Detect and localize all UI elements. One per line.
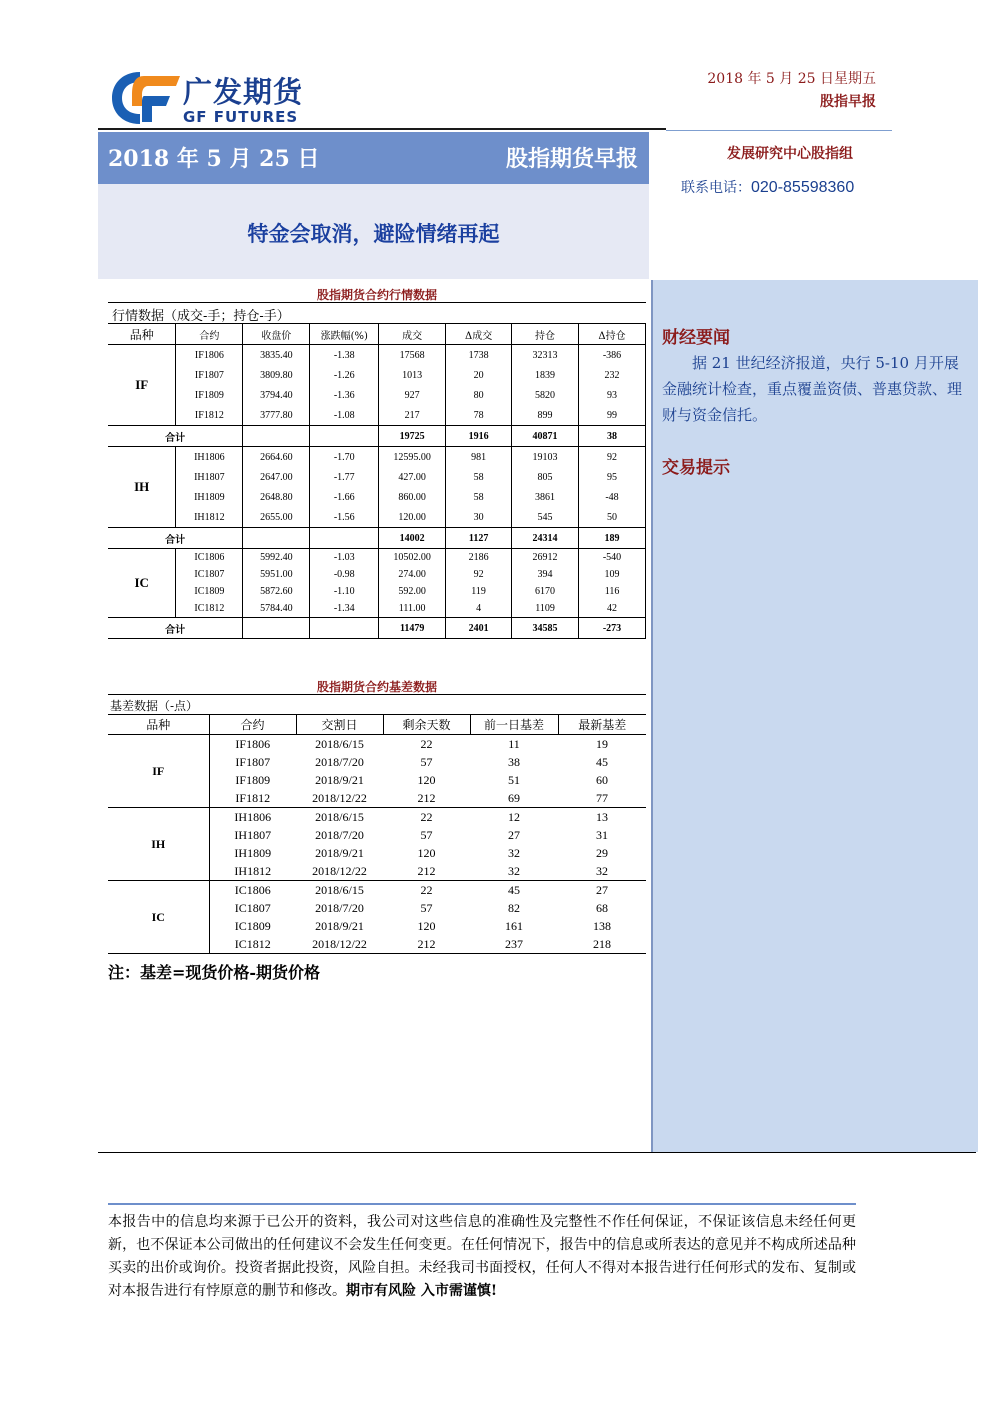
- basis-table-title: 股指期货合约基差数据: [316, 680, 437, 694]
- table-cell: -1.10: [310, 583, 379, 600]
- table-cell: IH1809: [176, 487, 243, 507]
- table-cell: 57: [420, 900, 433, 915]
- table-cell: 218: [558, 935, 646, 954]
- table-cell: 32: [508, 845, 520, 860]
- table-row: [108, 549, 646, 567]
- total-cell: 40871: [512, 426, 579, 447]
- table-cell: 99: [579, 405, 646, 426]
- total-cell: 34585: [512, 618, 579, 639]
- table-cell: 30: [446, 507, 512, 528]
- table-cell: IC1812: [209, 935, 296, 954]
- table-cell: 95: [579, 467, 646, 487]
- total-cell: 14002: [379, 528, 446, 549]
- table-cell: 3861: [512, 487, 579, 507]
- table-cell: IF1806: [209, 735, 296, 754]
- table-cell: IC1812: [176, 600, 243, 618]
- table-cell: 58: [446, 467, 512, 487]
- table-cell: 17568: [379, 345, 446, 366]
- table-cell: IC1809: [176, 583, 243, 600]
- table-cell: 1013: [379, 365, 446, 385]
- table-row: [108, 405, 646, 426]
- table-cell: 2664.60: [243, 447, 310, 468]
- table-cell: IH1812: [209, 862, 296, 881]
- header-divider-right: [666, 130, 892, 131]
- table-cell: 116: [579, 583, 646, 600]
- table-cell: 120: [417, 918, 436, 933]
- total-row: [108, 618, 646, 639]
- table-cell: -386: [579, 345, 646, 366]
- contact-line: [681, 177, 854, 197]
- table-cell: 545: [512, 507, 579, 528]
- table-cell: IC1806: [176, 549, 243, 567]
- table-row: [108, 365, 646, 385]
- table-cell: 26912: [512, 549, 579, 567]
- table-cell: 20: [446, 365, 512, 385]
- department: 发展研究中心股指组: [727, 146, 853, 162]
- table-cell: -1.03: [310, 549, 379, 567]
- table-cell: 60: [596, 772, 608, 787]
- empty-cell: [243, 618, 310, 639]
- contact-label: 联系电话：: [681, 180, 751, 196]
- col-header: 最新基差: [558, 715, 646, 735]
- table-cell: 1738: [446, 345, 512, 366]
- table-cell: 12: [508, 809, 520, 824]
- table-cell: IF1806: [176, 345, 243, 366]
- table-cell: 1109: [512, 600, 579, 618]
- table-cell: 42: [579, 600, 646, 618]
- table-cell: IF1812: [176, 405, 243, 426]
- table-cell: 22: [420, 736, 433, 751]
- table-row: [108, 600, 646, 618]
- table-cell: 5992.40: [243, 549, 310, 567]
- table-cell: 77: [558, 789, 646, 808]
- headline: 特金会取消，避险情绪再起: [247, 221, 500, 246]
- table-row: [108, 507, 646, 528]
- table-cell: 51: [508, 772, 520, 787]
- table-cell: 2018/12/22: [296, 862, 383, 881]
- variety-cell: IF: [108, 735, 209, 808]
- table-cell: IH1806: [176, 447, 243, 468]
- table-cell: -1.56: [310, 507, 379, 528]
- table-cell: 2018/6/15: [315, 882, 364, 897]
- table-cell: 2655.00: [243, 507, 310, 528]
- disclaimer: [108, 1211, 856, 1303]
- table-cell: 93: [579, 385, 646, 405]
- col-header: 剩余天数: [383, 715, 470, 735]
- table-cell: 5951.00: [243, 566, 310, 583]
- table-cell: IC1806: [209, 881, 296, 900]
- table-cell: 237: [470, 935, 558, 954]
- table-cell: -1.08: [310, 405, 379, 426]
- table-cell: 45: [508, 882, 520, 897]
- table-cell: IC1807: [209, 899, 296, 917]
- empty-cell: [243, 528, 310, 549]
- table-cell: 80: [446, 385, 512, 405]
- empty-cell: [243, 426, 310, 447]
- table-cell: 32: [470, 862, 558, 881]
- table-row: [108, 808, 646, 827]
- table-cell: 119: [446, 583, 512, 600]
- table-cell: 45: [596, 754, 608, 769]
- tips-title: 交易提示: [662, 458, 730, 478]
- total-cell: 2401: [446, 618, 512, 639]
- table-row: [108, 467, 646, 487]
- table-row: [108, 385, 646, 405]
- variety-cell: IH: [134, 479, 150, 494]
- total-label: 合计: [108, 618, 243, 639]
- table-cell: 2018/7/20: [315, 754, 364, 769]
- market-table: [108, 323, 646, 639]
- table-cell: IF1809: [176, 385, 243, 405]
- table-cell: IC1807: [176, 566, 243, 583]
- table-cell: 394: [512, 566, 579, 583]
- table-cell: IH1812: [176, 507, 243, 528]
- col-header: 成交: [379, 324, 446, 345]
- table-cell: 2647.00: [243, 467, 310, 487]
- table-row: [108, 583, 646, 600]
- disclaimer-text: 本报告中的信息均来源于已公开的资料，我公司对这些信息的准确性及完整性不作任何保证，不保证该信息未经任何更新，也不保证本公司做出的任何建议不会发生任何变更。在任何情况下，报告中的信息或所表达的意见并不构成所述品种买卖的出价或询价。投资者据此投资，风险自担。未经我司书面授权，任何人不得对本报告进行任何形式的发布、复制或对本报告进行有悖原意的删节和修改。: [108, 1214, 856, 1299]
- table-row: [108, 566, 646, 583]
- table-cell: 58: [446, 487, 512, 507]
- table-cell: 22: [420, 809, 433, 824]
- basis-note: 注：基差=现货价格-期货价格: [108, 963, 321, 982]
- table-cell: 6170: [512, 583, 579, 600]
- table-cell: 2018/7/20: [315, 900, 364, 915]
- table-cell: 138: [593, 918, 611, 933]
- table-cell: 57: [420, 754, 433, 769]
- table-cell: 232: [579, 365, 646, 385]
- table-cell: 981: [446, 447, 512, 468]
- basis-title-rule: [108, 694, 646, 695]
- table-cell: 161: [505, 918, 523, 933]
- total-cell: 189: [579, 528, 646, 549]
- table-cell: 10502.00: [379, 549, 446, 567]
- table-cell: -1.26: [310, 365, 379, 385]
- table-cell: 38: [508, 754, 520, 769]
- table-cell: 212: [383, 862, 470, 881]
- table-cell: 860.00: [379, 487, 446, 507]
- col-header: Δ成交: [446, 324, 512, 345]
- table-cell: 3777.80: [243, 405, 310, 426]
- news-title: 财经要闻: [662, 328, 730, 348]
- table-cell: -1.36: [310, 385, 379, 405]
- total-cell: -273: [579, 618, 646, 639]
- table-cell: 2018/9/21: [315, 772, 364, 787]
- table-cell: 32313: [512, 345, 579, 366]
- table-cell: 29: [596, 845, 608, 860]
- col-header: 持仓: [512, 324, 579, 345]
- table-cell: -1.66: [310, 487, 379, 507]
- empty-cell: [310, 528, 379, 549]
- table-cell: 32: [558, 862, 646, 881]
- table-cell: IF1807: [209, 753, 296, 771]
- table-cell: 3835.40: [243, 345, 310, 366]
- market-title-rule: [108, 302, 646, 303]
- table-cell: IH1807: [176, 467, 243, 487]
- table-cell: 19: [596, 736, 608, 751]
- table-cell: 2018/9/21: [315, 845, 364, 860]
- col-header: Δ持仓: [579, 324, 646, 345]
- table-cell: 2018/9/21: [315, 918, 364, 933]
- total-cell: 1127: [446, 528, 512, 549]
- col-header: 前一日基差: [470, 715, 558, 735]
- market-header-row: [108, 324, 646, 345]
- total-cell: 24314: [512, 528, 579, 549]
- table-cell: IH1806: [209, 808, 296, 827]
- table-cell: -0.98: [310, 566, 379, 583]
- table-cell: 1839: [512, 365, 579, 385]
- banner-title: 股指期货早报: [505, 146, 638, 172]
- basis-caption: 基差数据（-点）: [110, 699, 199, 713]
- header-divider: [98, 128, 666, 130]
- market-caption: 行情数据（成交-手；持仓-手）: [112, 309, 290, 324]
- table-row: [108, 735, 646, 754]
- table-cell: 120: [417, 772, 436, 787]
- table-cell: -540: [579, 549, 646, 567]
- table-cell: 212: [383, 935, 470, 954]
- table-row: [108, 447, 646, 468]
- variety-cell: IC: [134, 575, 149, 590]
- total-row: [108, 528, 646, 549]
- table-cell: 2018/6/15: [315, 736, 364, 751]
- col-header: 品种: [108, 715, 209, 735]
- table-cell: 11: [508, 736, 520, 751]
- table-cell: 3794.40: [243, 385, 310, 405]
- total-label: 合计: [108, 426, 243, 447]
- table-cell: 92: [579, 447, 646, 468]
- table-cell: 2018/6/15: [315, 809, 364, 824]
- table-cell: 22: [420, 882, 433, 897]
- table-cell: 3809.80: [243, 365, 310, 385]
- table-cell: 274.00: [379, 566, 446, 583]
- table-cell: IF1807: [176, 365, 243, 385]
- table-cell: 120: [417, 845, 436, 860]
- table-cell: 2018/7/20: [315, 827, 364, 842]
- table-cell: 78: [446, 405, 512, 426]
- header-report-type: 股指早报: [820, 94, 876, 110]
- basis-table: [108, 714, 646, 954]
- table-cell: 805: [512, 467, 579, 487]
- table-cell: -1.34: [310, 600, 379, 618]
- contact-phone: 020-85598360: [751, 179, 855, 196]
- total-cell: 1916: [446, 426, 512, 447]
- table-cell: 2186: [446, 549, 512, 567]
- table-cell: IH1807: [209, 826, 296, 844]
- news-text: 据 21 世纪经济报道，央行 5-10 月开展金融统计检查，重点覆盖资债、普惠贷款、理财与资金信托。: [662, 354, 963, 424]
- col-header: 交割日: [296, 715, 383, 735]
- table-cell: 82: [508, 900, 520, 915]
- table-cell: 19103: [512, 447, 579, 468]
- table-cell: 927: [379, 385, 446, 405]
- table-row: [108, 345, 646, 366]
- table-cell: 5820: [512, 385, 579, 405]
- disclaimer-rule: [108, 1203, 856, 1205]
- table-cell: 2018/12/22: [296, 789, 383, 808]
- table-cell: 69: [470, 789, 558, 808]
- table-cell: 109: [579, 566, 646, 583]
- table-cell: 68: [596, 900, 608, 915]
- table-cell: IF1812: [209, 789, 296, 808]
- table-cell: 57: [420, 827, 433, 842]
- table-cell: -48: [579, 487, 646, 507]
- logo-text-en: GF FUTURES: [183, 108, 299, 126]
- total-label: 合计: [108, 528, 243, 549]
- table-cell: -1.70: [310, 447, 379, 468]
- variety-cell: IF: [135, 377, 149, 392]
- col-header: 涨跌幅(%): [310, 324, 379, 345]
- col-header: 收盘价: [243, 324, 310, 345]
- banner-date: 2018 年 5 月 25 日: [108, 146, 320, 172]
- table-cell: 2648.80: [243, 487, 310, 507]
- total-cell: 19725: [379, 426, 446, 447]
- table-cell: 13: [596, 809, 608, 824]
- empty-cell: [310, 426, 379, 447]
- total-row: [108, 426, 646, 447]
- table-cell: 12595.00: [379, 447, 446, 468]
- total-cell: 11479: [379, 618, 446, 639]
- table-cell: 50: [579, 507, 646, 528]
- content-bottom-rule: [98, 1152, 976, 1153]
- table-cell: 592.00: [379, 583, 446, 600]
- table-row: [108, 487, 646, 507]
- variety-cell: IC: [108, 881, 209, 954]
- table-cell: 5784.40: [243, 600, 310, 618]
- table-cell: 4: [446, 600, 512, 618]
- table-cell: 111.00: [379, 600, 446, 618]
- col-header: 合约: [209, 715, 296, 735]
- table-cell: 899: [512, 405, 579, 426]
- basis-header-row: [108, 715, 646, 735]
- table-cell: 120.00: [379, 507, 446, 528]
- table-cell: IF1809: [209, 771, 296, 789]
- header-date: 2018 年 5 月 25 日星期五: [707, 71, 876, 87]
- total-cell: 38: [579, 426, 646, 447]
- table-cell: 5872.60: [243, 583, 310, 600]
- table-cell: IH1809: [209, 844, 296, 862]
- table-cell: -1.77: [310, 467, 379, 487]
- table-cell: IC1809: [209, 917, 296, 935]
- logo-text-cn: 广发期货: [183, 75, 304, 109]
- table-cell: 27: [596, 882, 608, 897]
- table-cell: 2018/12/22: [296, 935, 383, 954]
- col-header: 合约: [176, 324, 243, 345]
- empty-cell: [310, 618, 379, 639]
- table-row: [108, 881, 646, 900]
- table-cell: 27: [508, 827, 520, 842]
- col-header: 品种: [108, 324, 176, 345]
- table-cell: 427.00: [379, 467, 446, 487]
- table-cell: -1.38: [310, 345, 379, 366]
- table-cell: 217: [379, 405, 446, 426]
- table-cell: 31: [596, 827, 608, 842]
- table-cell: 92: [446, 566, 512, 583]
- risk-warning: 期市有风险 入市需谨慎!: [346, 1283, 498, 1299]
- variety-cell: IH: [108, 808, 209, 881]
- market-table-title: 股指期货合约行情数据: [316, 288, 437, 302]
- table-cell: 212: [383, 789, 470, 808]
